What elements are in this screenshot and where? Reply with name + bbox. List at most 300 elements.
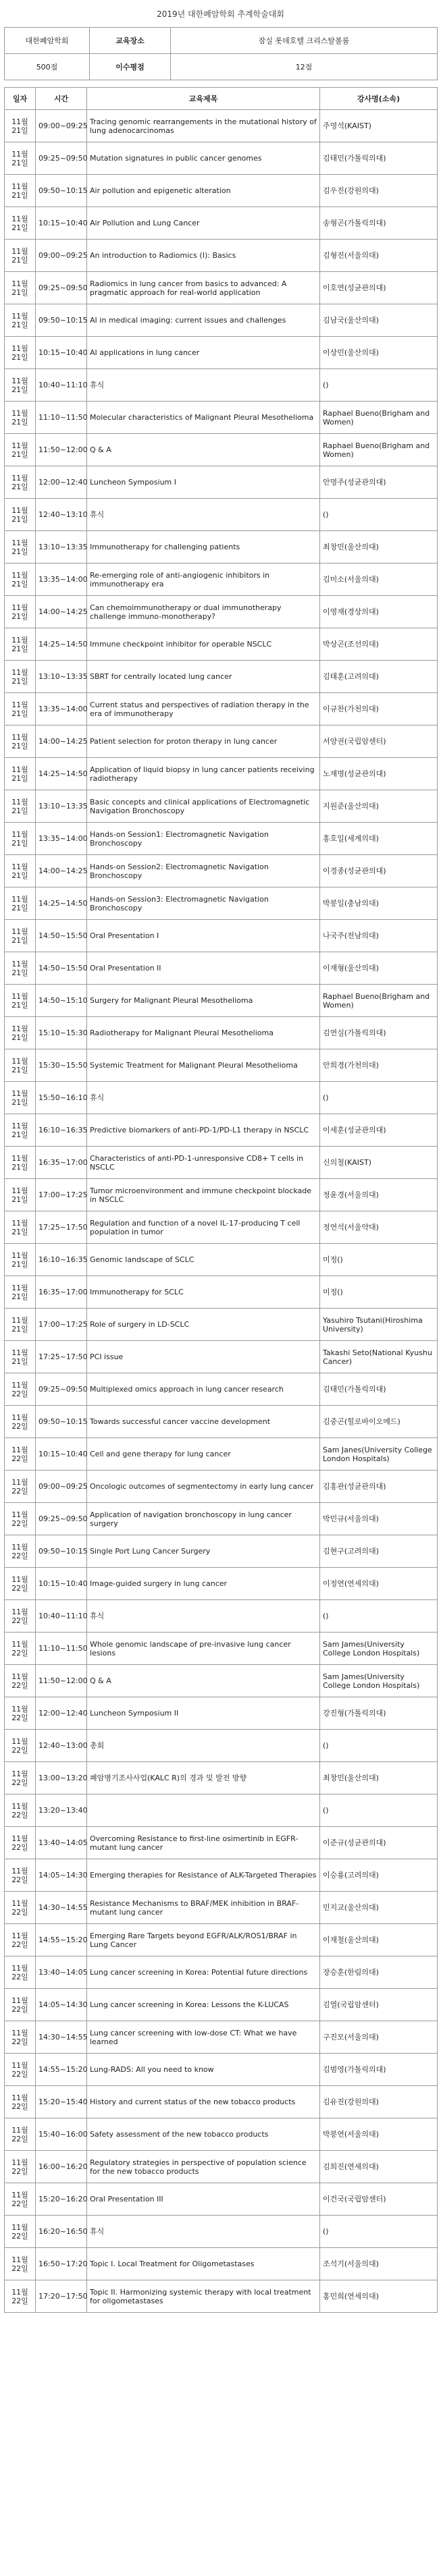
row-speaker: 이승룡(고려의대) — [320, 1859, 438, 1892]
row-time: 15:10~15:30 — [36, 1017, 87, 1049]
row-date: 11월 21일 — [5, 564, 36, 596]
row-title: Lung-RADS: All you need to know — [87, 2054, 320, 2086]
row-title: Mutation signatures in public cancer genomes — [87, 142, 320, 175]
row-title: Cell and gene therapy for lung cancer — [87, 1438, 320, 1471]
row-speaker: 미정() — [320, 1276, 438, 1309]
row-date: 11월 21일 — [5, 402, 36, 434]
table-row — [5, 1049, 438, 1082]
schedule-body — [5, 110, 438, 2313]
table-row — [5, 1114, 438, 1147]
row-date: 11월 21일 — [5, 758, 36, 790]
table-row — [5, 2216, 438, 2248]
table-row — [5, 985, 438, 1017]
row-date: 11월 21일 — [5, 790, 36, 823]
row-date: 11월 21일 — [5, 1211, 36, 1244]
row-time: 13:10~13:35 — [36, 661, 87, 693]
header-date: 일자 — [5, 88, 36, 110]
row-speaker: 김미소(서울의대) — [320, 564, 438, 596]
row-time: 10:15~10:40 — [36, 207, 87, 240]
table-row — [5, 2086, 438, 2118]
row-time: 12:00~12:40 — [36, 1697, 87, 1730]
row-time: 14:30~14:55 — [36, 2021, 87, 2054]
row-speaker: 구진모(서울의대) — [320, 2021, 438, 2054]
row-time: 14:25~14:50 — [36, 758, 87, 790]
row-title: Regulation and function of a novel IL-17-producing T cell population in tumor — [87, 1211, 320, 1244]
row-time: 15:50~16:10 — [36, 1082, 87, 1114]
row-title: 총회 — [87, 1730, 320, 1762]
row-title: 휴식 — [87, 2216, 320, 2248]
row-speaker: 박봉연(서울의대) — [320, 2118, 438, 2151]
document-title: 2019년 대한폐암학회 추계학술대회 — [157, 9, 284, 19]
row-time: 09:50~10:15 — [36, 1535, 87, 1568]
table-row — [5, 1633, 438, 1665]
row-time: 17:25~17:50 — [36, 1211, 87, 1244]
row-time: 15:30~15:50 — [36, 1049, 87, 1082]
row-title: Towards successful cancer vaccine development — [87, 1406, 320, 1438]
spacer — [4, 80, 437, 87]
table-row — [5, 1179, 438, 1211]
row-time: 13:35~14:00 — [36, 823, 87, 855]
row-speaker: Raphael Bueno(Brigham and Women) — [320, 985, 438, 1017]
row-time: 13:20~13:40 — [36, 1794, 87, 1827]
table-row — [5, 1827, 438, 1859]
table-row — [5, 2054, 438, 2086]
row-title: Immunotherapy for SCLC — [87, 1276, 320, 1309]
row-speaker: 박상곤(조선의대) — [320, 628, 438, 661]
row-date: 11월 22일 — [5, 1633, 36, 1665]
row-date: 11월 22일 — [5, 2183, 36, 2216]
table-row — [5, 1017, 438, 1049]
table-row — [5, 1276, 438, 1309]
row-title: Role of surgery in LD-SCLC — [87, 1309, 320, 1341]
row-time: 14:05~14:30 — [36, 1989, 87, 2021]
row-speaker: 김범영(가톨릭의대) — [320, 2054, 438, 2086]
row-speaker: 이상민(울산의대) — [320, 337, 438, 369]
row-title: Multiplexed omics approach in lung cancer research — [87, 1373, 320, 1406]
row-date: 11월 22일 — [5, 1956, 36, 1989]
row-date: 11월 22일 — [5, 2086, 36, 2118]
row-time: 15:20~15:40 — [36, 2086, 87, 2118]
row-time: 09:25~09:50 — [36, 1373, 87, 1406]
row-date: 11월 21일 — [5, 110, 36, 142]
row-time: 16:20~16:50 — [36, 2216, 87, 2248]
table-row — [5, 823, 438, 855]
row-speaker: 나국주(전남의대) — [320, 920, 438, 952]
row-speaker: 정윤경(서울의대) — [320, 1179, 438, 1211]
row-date: 11월 21일 — [5, 725, 36, 758]
row-title: Tracing genomic rearrangements in the mutational history of lung adenocarcinomas — [87, 110, 320, 142]
table-row — [5, 110, 438, 142]
row-title: Whole genomic landscape of pre-invasive lung cancer lesions — [87, 1633, 320, 1665]
row-title: Hands-on Session1: Electromagnetic Navigation Bronchoscopy — [87, 823, 320, 855]
organizer-value: 대한폐암학회 — [5, 28, 90, 54]
row-time: 09:00~09:25 — [36, 110, 87, 142]
row-time: 09:50~10:15 — [36, 1406, 87, 1438]
row-date: 11월 22일 — [5, 2216, 36, 2248]
row-title: Luncheon Symposium II — [87, 1697, 320, 1730]
row-speaker: 안명주(성균관의대) — [320, 466, 438, 499]
row-time: 17:00~17:25 — [36, 1309, 87, 1341]
row-time: 09:25~09:50 — [36, 272, 87, 304]
row-title: Topic I. Local Treatment for Oligometastases — [87, 2248, 320, 2280]
table-row — [5, 2151, 438, 2183]
header-speaker: 강사명(소속) — [320, 88, 438, 110]
row-title: Emerging therapies for Resistance of ALK-Targeted Therapies — [87, 1859, 320, 1892]
row-speaker: 주영석(KAIST) — [320, 110, 438, 142]
venue-value: 잠실 롯데호텔 크리스탈볼룸 — [171, 28, 438, 54]
table-row — [5, 1697, 438, 1730]
row-title: Basic concepts and clinical applications of Electromagnetic Navigation Bronchoscopy — [87, 790, 320, 823]
table-row — [5, 1989, 438, 2021]
table-row — [5, 564, 438, 596]
row-speaker: 송형곤(가톨릭의대) — [320, 207, 438, 240]
info-table — [4, 27, 438, 80]
row-date: 11월 21일 — [5, 1017, 36, 1049]
row-date: 11월 21일 — [5, 466, 36, 499]
table-row — [5, 466, 438, 499]
row-date: 11월 22일 — [5, 1600, 36, 1633]
row-speaker: () — [320, 1794, 438, 1827]
row-time: 09:00~09:25 — [36, 240, 87, 272]
row-time: 10:40~11:10 — [36, 1600, 87, 1633]
table-row — [5, 1147, 438, 1179]
row-date: 11월 22일 — [5, 1730, 36, 1762]
header-time: 시간 — [36, 88, 87, 110]
row-date: 11월 21일 — [5, 369, 36, 402]
table-row — [5, 1892, 438, 1924]
row-speaker: 홍호일(세계의대) — [320, 823, 438, 855]
info-row-credit — [5, 54, 438, 80]
row-title: PCI issue — [87, 1341, 320, 1373]
table-row — [5, 2280, 438, 2313]
row-date: 11월 21일 — [5, 985, 36, 1017]
row-date: 11월 21일 — [5, 531, 36, 564]
row-date: 11월 21일 — [5, 240, 36, 272]
row-title: Lung cancer screening with low-dose CT: What we have learned — [87, 2021, 320, 2054]
row-time: 09:50~10:15 — [36, 304, 87, 337]
table-row — [5, 1794, 438, 1827]
schedule-header-row — [5, 88, 438, 110]
row-title: Re-emerging role of anti-angiogenic inhibitors in immunotherapy era — [87, 564, 320, 596]
row-date: 11월 21일 — [5, 596, 36, 628]
table-row — [5, 1309, 438, 1341]
row-time: 14:30~14:55 — [36, 1892, 87, 1924]
row-time: 13:35~14:00 — [36, 693, 87, 725]
table-row — [5, 1762, 438, 1794]
table-row — [5, 402, 438, 434]
row-speaker: 김열(국립암센터) — [320, 1989, 438, 2021]
table-row — [5, 2183, 438, 2216]
row-date: 11월 21일 — [5, 920, 36, 952]
row-speaker: 지원준(울산의대) — [320, 790, 438, 823]
row-speaker: 이영재(경상의대) — [320, 596, 438, 628]
row-date: 11월 21일 — [5, 1114, 36, 1147]
table-row — [5, 1341, 438, 1373]
row-speaker: 민지교(울산의대) — [320, 1892, 438, 1924]
row-time: 11:10~11:50 — [36, 402, 87, 434]
header-title: 교육제목 — [87, 88, 320, 110]
table-row — [5, 2248, 438, 2280]
table-row — [5, 952, 438, 985]
row-time: 10:15~10:40 — [36, 337, 87, 369]
row-speaker: 김연실(가톨릭의대) — [320, 1017, 438, 1049]
row-date: 11월 21일 — [5, 628, 36, 661]
row-date: 11월 22일 — [5, 1762, 36, 1794]
row-title: Oncologic outcomes of segmentectomy in early lung cancer — [87, 1471, 320, 1503]
row-date: 11월 22일 — [5, 1568, 36, 1600]
row-speaker: Raphael Bueno(Brigham and Women) — [320, 434, 438, 466]
row-title: Application of liquid biopsy in lung cancer patients receiving radiotherapy — [87, 758, 320, 790]
row-title: Safety assessment of the new tobacco products — [87, 2118, 320, 2151]
row-title: Can chemoimmunotherapy or dual immunotherapy challenge immuno-monotherapy? — [87, 596, 320, 628]
row-date: 11월 22일 — [5, 1827, 36, 1859]
row-date: 11월 22일 — [5, 1406, 36, 1438]
row-time: 16:00~16:20 — [36, 2151, 87, 2183]
row-title: 휴식 — [87, 1082, 320, 1114]
row-speaker: 김현구(고려의대) — [320, 1535, 438, 1568]
row-time: 13:10~13:35 — [36, 531, 87, 564]
row-speaker: 김태민(가톨릭의대) — [320, 1373, 438, 1406]
row-speaker: 최창민(울산의대) — [320, 531, 438, 564]
row-speaker: 김남국(울산의대) — [320, 304, 438, 337]
row-time: 12:40~13:10 — [36, 499, 87, 531]
row-time: 17:00~17:25 — [36, 1179, 87, 1211]
row-time: 09:25~09:50 — [36, 142, 87, 175]
row-date: 11월 22일 — [5, 2021, 36, 2054]
row-title: Single Port Lung Cancer Surgery — [87, 1535, 320, 1568]
row-speaker: 김태민(가톨릭의대) — [320, 142, 438, 175]
row-date: 11월 21일 — [5, 175, 36, 207]
row-title: AI in medical imaging: current issues and challenges — [87, 304, 320, 337]
row-title: Characteristics of anti-PD-1-unresponsive CD8+ T cells in NSCLC — [87, 1147, 320, 1179]
row-date: 11월 22일 — [5, 1924, 36, 1956]
row-date: 11월 21일 — [5, 1276, 36, 1309]
row-time: 16:35~17:00 — [36, 1147, 87, 1179]
table-row — [5, 1082, 438, 1114]
row-speaker: () — [320, 499, 438, 531]
row-time: 09:25~09:50 — [36, 1503, 87, 1535]
row-title: Surgery for Malignant Pleural Mesothelioma — [87, 985, 320, 1017]
table-row — [5, 628, 438, 661]
row-title — [87, 1794, 320, 1827]
row-date: 11월 22일 — [5, 1471, 36, 1503]
table-row — [5, 693, 438, 725]
row-time: 13:00~13:20 — [36, 1762, 87, 1794]
table-row — [5, 369, 438, 402]
row-time: 17:25~17:50 — [36, 1341, 87, 1373]
row-date: 11월 21일 — [5, 693, 36, 725]
row-date: 11월 22일 — [5, 1794, 36, 1827]
row-date: 11월 21일 — [5, 1341, 36, 1373]
row-time: 14:05~14:30 — [36, 1859, 87, 1892]
row-title: Emerging Rare Targets beyond EGFR/ALK/ROS1/BRAF in Lung Cancer — [87, 1924, 320, 1956]
row-date: 11월 22일 — [5, 1503, 36, 1535]
table-row — [5, 1600, 438, 1633]
row-time: 13:10~13:35 — [36, 790, 87, 823]
row-speaker: 노재명(성균관의대) — [320, 758, 438, 790]
table-row — [5, 758, 438, 790]
row-speaker: 정연석(서울약대) — [320, 1211, 438, 1244]
row-date: 11월 22일 — [5, 2280, 36, 2313]
row-title: Oral Presentation II — [87, 952, 320, 985]
table-row — [5, 1730, 438, 1762]
row-title: Resistance Mechanisms to BRAF/MEK inhibition in BRAF-mutant lung cancer — [87, 1892, 320, 1924]
row-time: 14:00~14:25 — [36, 855, 87, 887]
row-speaker: 이세훈(성균관의대) — [320, 1114, 438, 1147]
row-title: Image-guided surgery in lung cancer — [87, 1568, 320, 1600]
row-title: Q & A — [87, 1665, 320, 1697]
row-date: 11월 22일 — [5, 1665, 36, 1697]
row-time: 12:40~13:00 — [36, 1730, 87, 1762]
row-speaker: 안희경(가천의대) — [320, 1049, 438, 1082]
table-row — [5, 2021, 438, 2054]
row-speaker: 이호연(성균관의대) — [320, 272, 438, 304]
table-row — [5, 887, 438, 920]
row-speaker: 김홍관(성균관의대) — [320, 1471, 438, 1503]
document-page — [4, 0, 437, 2313]
row-time: 17:20~17:50 — [36, 2280, 87, 2313]
row-date: 11월 22일 — [5, 2151, 36, 2183]
row-speaker: 김유진(강원의대) — [320, 2086, 438, 2118]
row-title: Tumor microenvironment and immune checkpoint blockade in NSCLC — [87, 1179, 320, 1211]
table-row — [5, 207, 438, 240]
amount-value: 500점 — [5, 54, 90, 80]
row-date: 11월 21일 — [5, 1244, 36, 1276]
row-speaker: 홍민희(연세의대) — [320, 2280, 438, 2313]
table-row — [5, 1924, 438, 1956]
row-title: Q & A — [87, 434, 320, 466]
row-time: 13:40~14:05 — [36, 1956, 87, 1989]
row-date: 11월 22일 — [5, 2248, 36, 2280]
table-row — [5, 2118, 438, 2151]
table-row — [5, 499, 438, 531]
table-row — [5, 790, 438, 823]
row-title: 폐암병기조사사업(KALC R)의 경과 및 발전 방향 — [87, 1762, 320, 1794]
table-row — [5, 1244, 438, 1276]
row-time: 11:50~12:00 — [36, 434, 87, 466]
table-row — [5, 175, 438, 207]
row-date: 11월 21일 — [5, 661, 36, 693]
row-title: Air Pollution and Lung Cancer — [87, 207, 320, 240]
row-title: Radiomics in lung cancer from basics to advanced: A pragmatic approach for real-world application — [87, 272, 320, 304]
row-title: Hands-on Session3: Electromagnetic Navigation Bronchoscopy — [87, 887, 320, 920]
row-time: 11:50~12:00 — [36, 1665, 87, 1697]
row-speaker: 장승훈(한림의대) — [320, 1956, 438, 1989]
row-time: 13:35~14:00 — [36, 564, 87, 596]
row-time: 16:10~16:35 — [36, 1244, 87, 1276]
venue-label: 교육장소 — [90, 28, 171, 54]
table-row — [5, 920, 438, 952]
row-title: Lung cancer screening in Korea: Potential future directions — [87, 1956, 320, 1989]
row-title: Patient selection for proton therapy in lung cancer — [87, 725, 320, 758]
table-row — [5, 1956, 438, 1989]
row-time: 09:00~09:25 — [36, 1471, 87, 1503]
row-title: Application of navigation bronchoscopy in lung cancer surgery — [87, 1503, 320, 1535]
row-time: 13:40~14:05 — [36, 1827, 87, 1859]
row-title: Immunotherapy for challenging patients — [87, 531, 320, 564]
row-title: Air pollution and epigenetic alteration — [87, 175, 320, 207]
row-date: 11월 21일 — [5, 499, 36, 531]
row-speaker: Sam James(University College London Hospitals) — [320, 1665, 438, 1697]
row-speaker: 신의철(KAIST) — [320, 1147, 438, 1179]
row-date: 11월 21일 — [5, 1179, 36, 1211]
row-date: 11월 21일 — [5, 1049, 36, 1082]
table-row — [5, 272, 438, 304]
row-speaker: 미정() — [320, 1244, 438, 1276]
row-speaker: 서양권(국립암센터) — [320, 725, 438, 758]
row-date: 11월 21일 — [5, 887, 36, 920]
table-row — [5, 304, 438, 337]
row-title: 휴식 — [87, 1600, 320, 1633]
row-time: 14:00~14:25 — [36, 725, 87, 758]
table-row — [5, 1471, 438, 1503]
row-title: Oral Presentation I — [87, 920, 320, 952]
row-speaker: 조석기(서울의대) — [320, 2248, 438, 2280]
row-speaker: 김태훈(고려의대) — [320, 661, 438, 693]
table-row — [5, 531, 438, 564]
row-speaker: Yasuhiro Tsutani(Hiroshima University) — [320, 1309, 438, 1341]
row-title: Oral Presentation III — [87, 2183, 320, 2216]
row-date: 11월 22일 — [5, 1438, 36, 1471]
row-speaker: 김형진(서울의대) — [320, 240, 438, 272]
row-time: 14:55~15:20 — [36, 1924, 87, 1956]
row-date: 11월 21일 — [5, 207, 36, 240]
row-speaker: 이재형(울산의대) — [320, 952, 438, 985]
table-row — [5, 1568, 438, 1600]
row-date: 11월 21일 — [5, 952, 36, 985]
row-title: Overcoming Resistance to first-line osimertinib in EGFR-mutant lung cancer — [87, 1827, 320, 1859]
table-row — [5, 1665, 438, 1697]
row-speaker: 김희진(연세의대) — [320, 2151, 438, 2183]
table-row — [5, 1503, 438, 1535]
row-title: Molecular characteristics of Malignant Pleural Mesothelioma — [87, 402, 320, 434]
table-row — [5, 855, 438, 887]
row-date: 11월 21일 — [5, 855, 36, 887]
row-date: 11월 21일 — [5, 1147, 36, 1179]
table-row — [5, 240, 438, 272]
row-speaker: Sam Janes(University College London Hospitals) — [320, 1438, 438, 1471]
row-date: 11월 22일 — [5, 1859, 36, 1892]
table-row — [5, 1535, 438, 1568]
row-title: An introduction to Radiomics (I): Basics — [87, 240, 320, 272]
row-speaker: () — [320, 369, 438, 402]
row-speaker: 이건국(국립암센터) — [320, 2183, 438, 2216]
row-time: 16:50~17:20 — [36, 2248, 87, 2280]
row-title: Current status and perspectives of radiation therapy in the era of immunotherapy — [87, 693, 320, 725]
row-title: Radiotherapy for Malignant Pleural Mesothelioma — [87, 1017, 320, 1049]
row-title: Genomic landscape of SCLC — [87, 1244, 320, 1276]
row-time: 14:55~15:20 — [36, 2054, 87, 2086]
row-time: 09:50~10:15 — [36, 175, 87, 207]
table-row — [5, 1373, 438, 1406]
row-time: 14:25~14:50 — [36, 887, 87, 920]
info-row-venue — [5, 28, 438, 54]
row-date: 11월 22일 — [5, 2054, 36, 2086]
row-title: History and current status of the new tobacco products — [87, 2086, 320, 2118]
row-speaker: 박봉일(충남의대) — [320, 887, 438, 920]
row-date: 11월 21일 — [5, 304, 36, 337]
row-time: 14:50~15:10 — [36, 985, 87, 1017]
table-row — [5, 596, 438, 628]
row-date: 11월 21일 — [5, 434, 36, 466]
row-date: 11월 21일 — [5, 142, 36, 175]
row-speaker: 강진형(가톨릭의대) — [320, 1697, 438, 1730]
table-row — [5, 1438, 438, 1471]
table-row — [5, 434, 438, 466]
row-speaker: () — [320, 2216, 438, 2248]
row-title: Systemic Treatment for Malignant Pleural Mesothelioma — [87, 1049, 320, 1082]
table-row — [5, 1211, 438, 1244]
